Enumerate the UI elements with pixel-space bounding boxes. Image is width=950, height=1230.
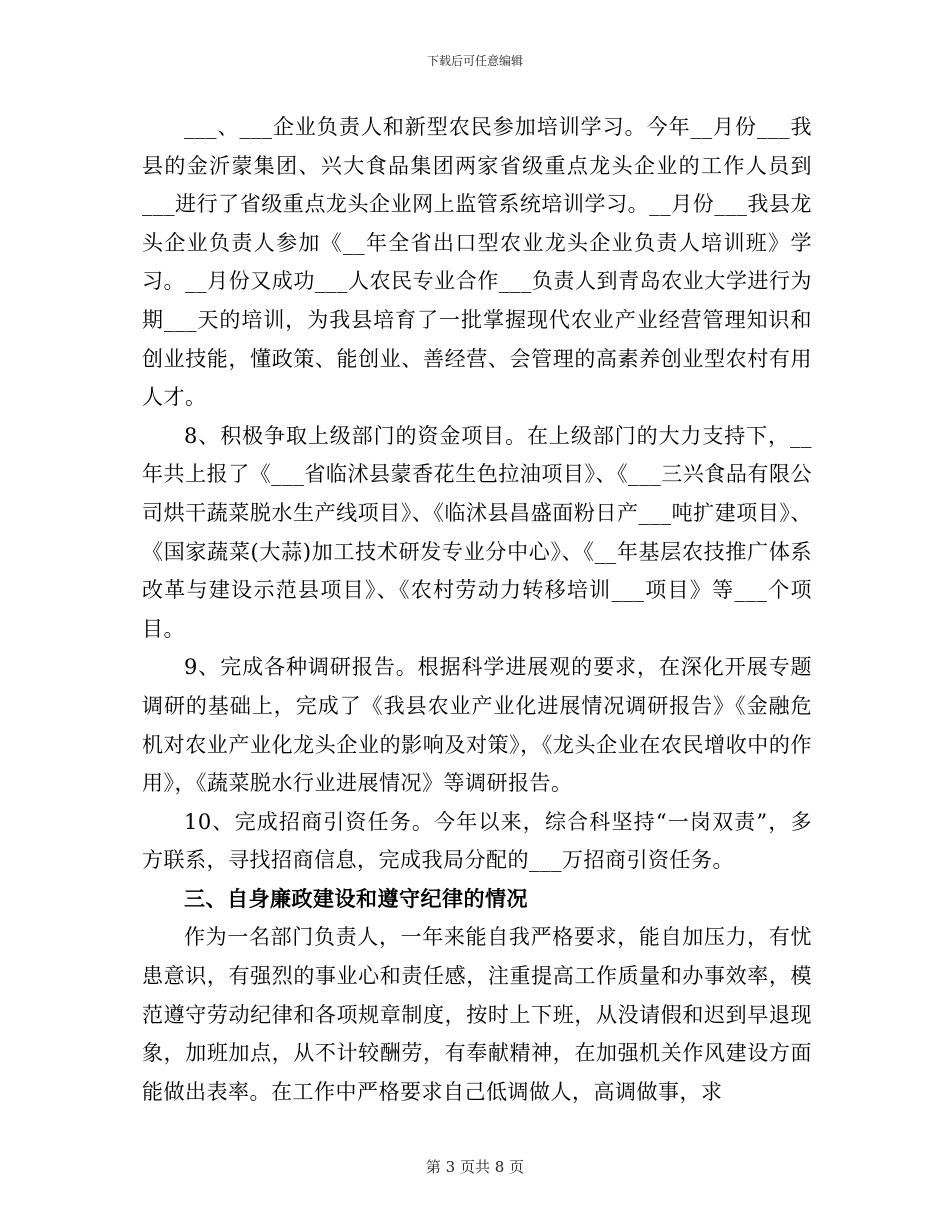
paragraph-self-discipline: 作为一名部门负责人，一年来能自我严格要求，能自加压力，有忧患意识，有强烈的事业心和责任感，注重提高工作质量和办事效率，模范遵守劳动纪律和各项规章制度，按时上下班，从没请假和迟到早退现象，加班加点，从不计较酬劳，有奉献精神，在加强机关作风建设方面能做出表率。在工作中严格要求自己低调做人，高调做事，求 <box>142 925 812 1104</box>
paragraph-research-reports: 9、完成各种调研报告。根据科学进展观的要求，在深化开展专题调研的基础上，完成了《我县农业产业化进展情况调研报告》《金融危机对农业产业化龙头企业的影响及对策》，《龙头企业在农民增收中的作用》，《蔬菜脱水行业进展情况》等调研报告。 <box>142 655 812 796</box>
page-footer-indicator: 第 3 页共 8 页 <box>425 1158 525 1176</box>
page-header-note: 下载后可任意编辑 <box>426 54 523 68</box>
section-heading-integrity: 三、自身廉政建设和遵守纪律的情况 <box>184 885 528 911</box>
paragraph-training: ___、___企业负责人和新型农民参加培训学习。今年__月份___我县的金沂蒙集团、兴大食品集团两家省级重点龙头企业的工作人员到___进行了省级重点龙头企业网上监管系统培训学习。__月份___我县龙头企业负责人参加《__年全省出口型农业龙头企业负责人培训班》学习。__月份又成功___人农民专业合作___负责人到青岛农业大学进行为期___天的培训，为我县培育了一批掌握现代农业产业经营管理知识和创业技能，懂政策、能创业、善经营、会管理的高素养创业型农村有用人才。 <box>142 115 812 410</box>
document-body <box>142 108 812 1111</box>
paragraph-funding-projects: 8、积极争取上级部门的资金项目。在上级部门的大力支持下，__年共上报了《___省临沭县蒙香花生色拉油项目》、《___三兴食品有限公司烘干蔬菜脱水生产线项目》、《临沭县昌盛面粉日产___吨扩建项目》、《国家蔬菜(大蒜)加工技术研发专业分中心》、《__年基层农技推广体系改革与建设示范县项目》、《农村劳动力转移培训___项目》等___个项目。 <box>142 423 812 641</box>
paragraph-investment: 10、完成招商引资任务。今年以来，综合科坚持“一岗双责”，多方联系，寻找招商信息，完成我局分配的___万招商引资任务。 <box>142 809 812 873</box>
